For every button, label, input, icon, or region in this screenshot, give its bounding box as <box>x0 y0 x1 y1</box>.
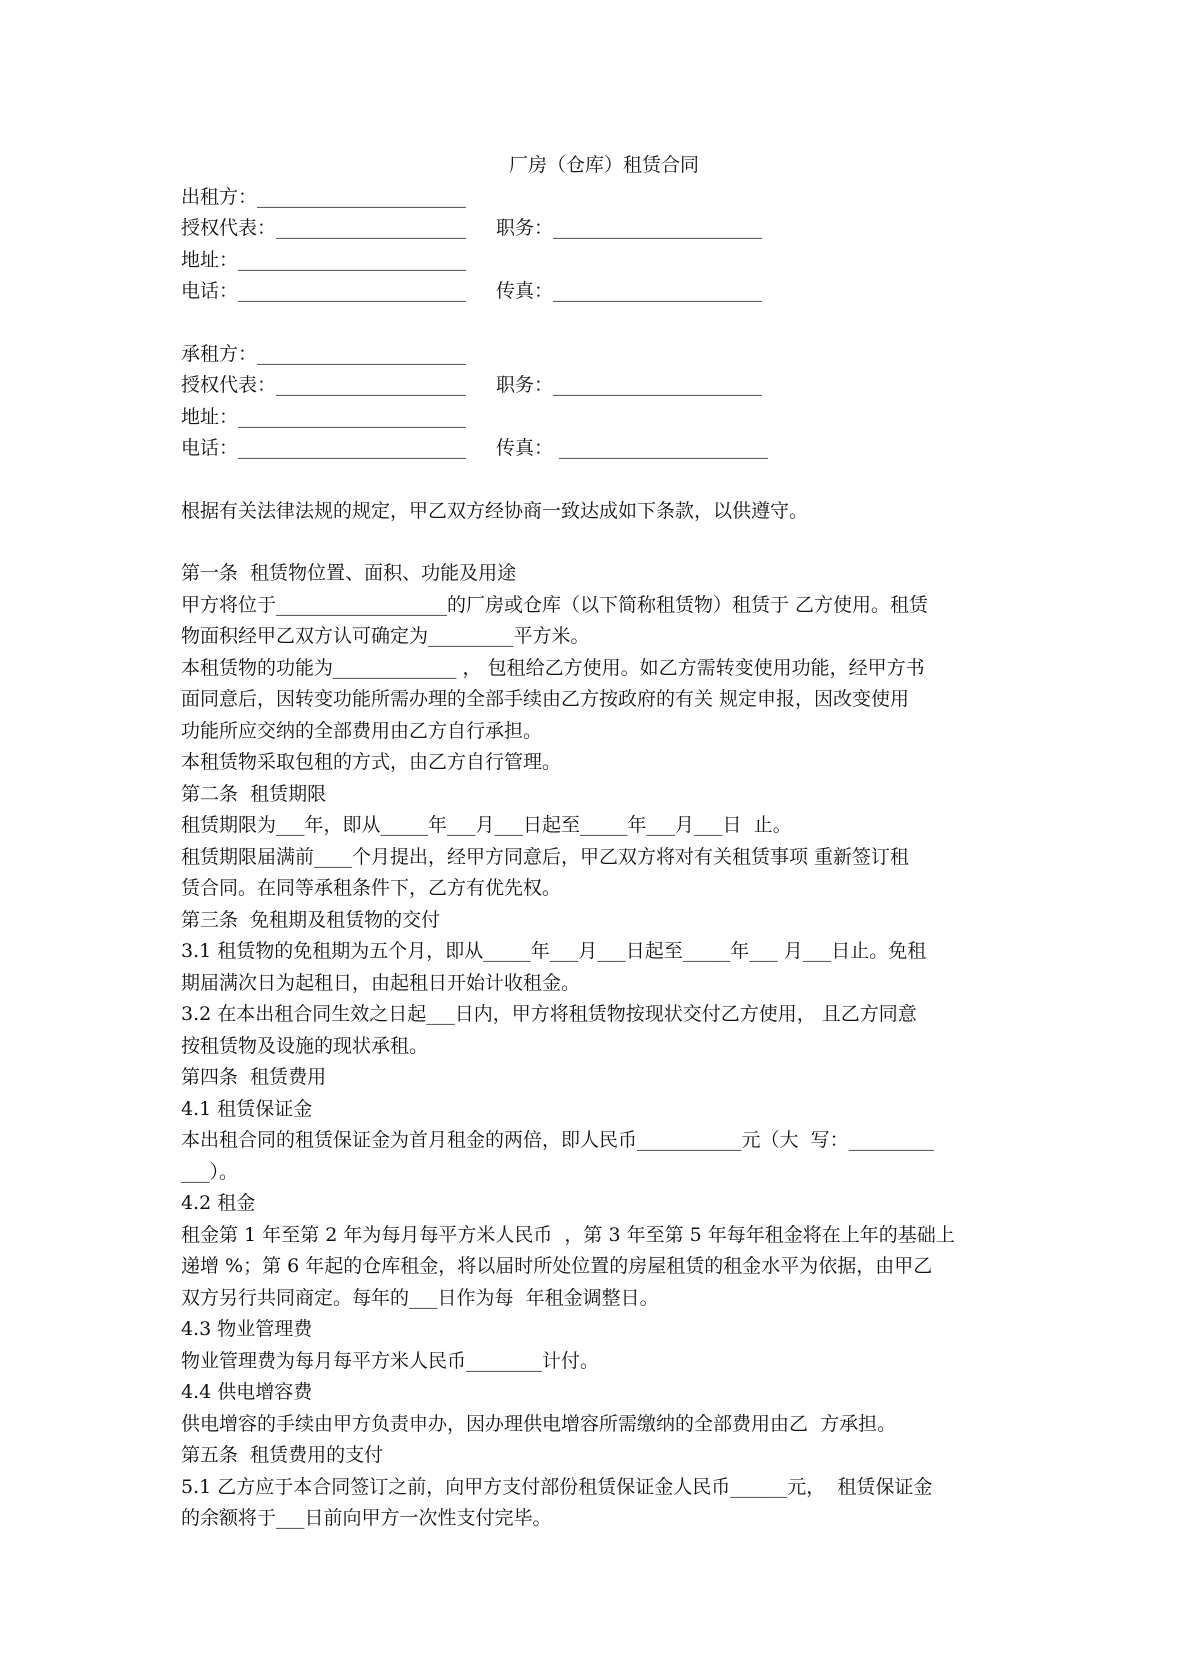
body-line: 甲方将位于__________________的厂房或仓库（以下简称租赁物）租赁于 乙方使用。租赁 <box>181 593 929 616</box>
body-line: 按租赁物及设施的现状承租。 <box>181 1034 429 1057</box>
lessor-phone: 电话：________________________ <box>181 280 467 302</box>
body-line: 第四条 租赁费用 <box>181 1066 327 1088</box>
spacer <box>181 465 1011 496</box>
body-line: 4.3 物业管理费 <box>181 1318 313 1340</box>
body-line: 期届满次日为起租日，由起租日开始计收租金。 <box>181 971 581 994</box>
body-line: 4.4 供电增容费 <box>181 1381 313 1403</box>
body-line: 4.1 租赁保证金 <box>181 1097 313 1120</box>
spacer <box>181 527 1011 558</box>
body-line: ___）。 <box>181 1160 239 1183</box>
body-line: 的余额将于___日前向甲方一次性支付完毕。 <box>181 1507 552 1529</box>
body-line: 双方另行共同商定。每年的___日作为每 年租金调整日。 <box>181 1286 659 1309</box>
lessor-fax: 传真：______________________ <box>496 280 763 302</box>
lessee-phone-row <box>181 433 1011 465</box>
preamble: 根据有关法律法规的规定，甲乙双方经协商一致达成如下条款，以供遵守。 <box>181 499 809 522</box>
body-line: 第二条 租赁期限 <box>181 782 327 805</box>
body-line: 本出租合同的租赁保证金为首月租金的两倍，即人民币___________元（大 写：_________ <box>181 1129 935 1151</box>
body-line: 租赁期限届满前____个月提出，经甲方同意后，甲乙双方将对有关租赁事项 重新签订租 <box>181 845 910 868</box>
body-line: 供电增容的手续由甲方负责申办，因办理供电增容所需缴纳的全部费用由乙 方承担。 <box>181 1412 897 1435</box>
body-line: 3.1 租赁物的免租期为五个月，即从_____年___月___日起至_____年___ 月___日止。免租 <box>181 940 927 962</box>
body-line: 租金第 1 年至第 2 年为每月每平方米人民币 ，第 3 年至第 5 年每年租金将在上年的基础上 <box>181 1223 955 1246</box>
lessor-address: 地址：________________________ <box>181 248 467 271</box>
spacer <box>181 308 1011 339</box>
body-line: 功能所应交纳的全部费用由乙方自行承担。 <box>181 719 543 742</box>
body-line: 第三条 免租期及租赁物的交付 <box>181 908 441 931</box>
body-line: 4.2 租金 <box>181 1192 256 1214</box>
lessor-rep-row <box>181 213 1011 245</box>
document-title: 厂房（仓库）租赁合同 <box>508 154 699 176</box>
body-line: 物面积经甲乙双方认可确定为_________平方米。 <box>181 625 590 647</box>
body-line: 物业管理费为每月每平方米人民币________计付。 <box>181 1349 600 1372</box>
lessee-rep: 授权代表：____________________ <box>181 374 467 396</box>
lessor-phone-row <box>181 276 1011 308</box>
lessor-rep: 授权代表：____________________ <box>181 217 467 239</box>
contract-page <box>181 150 1011 1535</box>
lessee-address: 地址：________________________ <box>181 405 467 428</box>
body-line: 本租赁物采取包租的方式，由乙方自行管理。 <box>181 751 562 773</box>
lessee-name: 承租方：______________________ <box>181 342 467 365</box>
body-line: 本租赁物的功能为_____________ ， 包租给乙方使用。如乙方需转变使用功能，经甲方书 <box>181 656 925 679</box>
body-line: 面同意后，因转变功能所需办理的全部手续由乙方按政府的有关 规定申报，因改变使用 <box>181 688 910 710</box>
body-line: 3.2 在本出租合同生效之日起___日内，甲方将租赁物按现状交付乙方使用， 且乙方同意 <box>181 1003 917 1025</box>
contract-body <box>181 558 1011 1535</box>
lessee-position: 职务：______________________ <box>496 374 763 396</box>
body-line: 递增 %；第 6 年起的仓库租金，将以届时所处位置的房屋租赁的租金水平为依据，由甲乙 <box>181 1255 933 1277</box>
body-line: 赁合同。在同等承租条件下，乙方有优先权。 <box>181 877 562 899</box>
body-line: 租赁期限为___年，即从_____年___月___日起至_____年___月___日 止。 <box>181 814 792 836</box>
lessee-rep-row <box>181 370 1011 402</box>
lessee-fax: 传真： ______________________ <box>496 437 769 459</box>
body-line: 5.1 乙方应于本合同签订之前，向甲方支付部份租赁保证金人民币______元， 租赁保证金 <box>181 1475 933 1498</box>
body-line: 第五条 租赁费用的支付 <box>181 1444 384 1466</box>
lessor-position: 职务：______________________ <box>496 217 763 239</box>
lessee-phone: 电话：________________________ <box>181 437 467 459</box>
body-line: 第一条 租赁物位置、面积、功能及用途 <box>181 562 517 584</box>
lessor-name: 出租方：______________________ <box>181 185 467 208</box>
